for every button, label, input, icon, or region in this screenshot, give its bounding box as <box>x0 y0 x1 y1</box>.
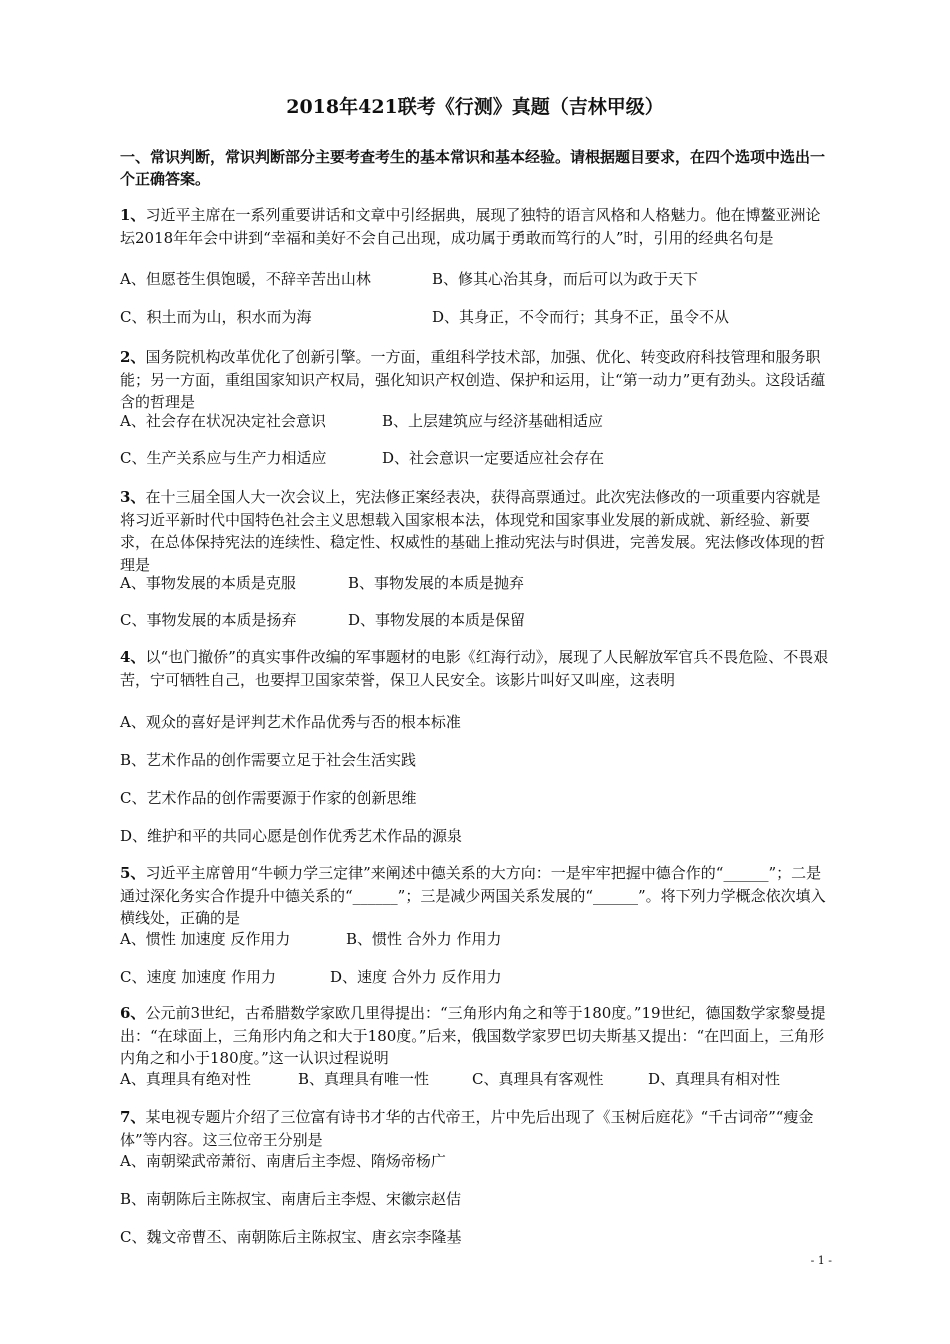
question-text: 习近平主席曾用“牛顿力学三定律”来阐述中德关系的大方向：一是牢牢把握中德合作的“______”；二是通过深化务实合作提升中德关系的“______”；三是减少两国关系发展的“______”。将下列力学概念依次填入横线处，正确的是 <box>120 864 826 927</box>
option-b[interactable]: B、艺术作品的创作需要立足于社会生活实践 <box>120 751 417 769</box>
question-text: 某电视专题片介绍了三位富有诗书才华的古代帝王，片中先后出现了《玉树后庭花》“千古词帝”“瘦金体”等内容。这三位帝王分别是 <box>120 1108 814 1149</box>
option-b[interactable]: B、真理具有唯一性 <box>298 1070 430 1088</box>
question-number: 1、 <box>120 206 146 224</box>
page-number: - 1 - <box>810 1254 832 1267</box>
option-a[interactable]: A、观众的喜好是评判艺术作品优秀与否的根本标准 <box>120 713 461 731</box>
question-stem <box>120 204 835 249</box>
option-b[interactable]: B、惯性 合外力 作用力 <box>346 930 502 948</box>
option-a[interactable]: A、社会存在状况决定社会意识 <box>120 412 326 430</box>
option-d[interactable]: D、真理具有相对性 <box>648 1070 781 1088</box>
question-2 <box>120 346 835 414</box>
option-c[interactable]: C、事物发展的本质是扬弃 <box>120 611 297 629</box>
question-number: 5、 <box>120 864 146 882</box>
option-a[interactable]: A、事物发展的本质是克服 <box>120 574 296 592</box>
question-stem <box>120 346 835 414</box>
option-c[interactable]: C、魏文帝曹丕、南朝陈后主陈叔宝、唐玄宗李隆基 <box>120 1228 462 1246</box>
option-a[interactable]: A、惯性 加速度 反作用力 <box>120 930 291 948</box>
question-text: 习近平主席在一系列重要讲话和文章中引经据典，展现了独特的语言风格和人格魅力。他在博鳌亚洲论坛2018年年会中讲到“幸福和美好不会自己出现，成功属于勇敢而笃行的人”时，引用的经典名句是 <box>120 206 821 247</box>
question-5 <box>120 862 835 930</box>
section-heading: 一、常识判断，常识判断部分主要考查考生的基本常识和基本经验。请根据题目要求，在四个选项中选出一个正确答案。 <box>120 148 826 188</box>
question-number: 3、 <box>120 488 146 506</box>
option-d[interactable]: D、维护和平的共同心愿是创作优秀艺术作品的源泉 <box>120 827 463 845</box>
page-title: 2018年421联考《行测》真题（吉林甲级） <box>286 96 664 118</box>
option-c[interactable]: C、积土而为山，积水而为海 <box>120 308 312 326</box>
question-stem <box>120 1002 835 1070</box>
question-number: 2、 <box>120 348 146 366</box>
option-a[interactable]: A、但愿苍生俱饱暖，不辞辛苦出山林 <box>120 270 371 288</box>
option-b[interactable]: B、事物发展的本质是抛弃 <box>348 574 525 592</box>
option-a[interactable]: A、南朝梁武帝萧衍、南唐后主李煜、隋炀帝杨广 <box>120 1152 446 1170</box>
question-stem <box>120 486 835 576</box>
option-a[interactable]: A、真理具有绝对性 <box>120 1070 251 1088</box>
question-text: 国务院机构改革优化了创新引擎。一方面，重组科学技术部，加强、优化、转变政府科技管理和服务职能；另一方面，重组国家知识产权局，强化知识产权创造、保护和运用，让“第一动力”更有劲头。这段话蕴含的哲理是 <box>120 348 826 411</box>
question-4 <box>120 646 835 691</box>
option-c[interactable]: C、速度 加速度 作用力 <box>120 968 277 986</box>
question-stem <box>120 862 835 930</box>
option-b[interactable]: B、南朝陈后主陈叔宝、南唐后主李煜、宋徽宗赵佶 <box>120 1190 462 1208</box>
question-text: 公元前3世纪，古希腊数学家欧几里得提出：“三角形内角之和等于180度。”19世纪，德国数学家黎曼提出：“在球面上，三角形内角之和大于180度。”后来，俄国数学家罗巴切夫斯基又提出：“在凹面上，三角形内角之和小于180度。”这一认识过程说明 <box>120 1004 826 1067</box>
option-d[interactable]: D、社会意识一定要适应社会存在 <box>382 449 605 467</box>
option-b[interactable]: B、修其心治其身，而后可以为政于天下 <box>432 270 699 288</box>
question-7 <box>120 1106 835 1151</box>
question-number: 6、 <box>120 1004 146 1022</box>
option-b[interactable]: B、上层建筑应与经济基础相适应 <box>382 412 604 430</box>
question-6 <box>120 1002 835 1070</box>
question-number: 4、 <box>120 648 146 666</box>
option-c[interactable]: C、真理具有客观性 <box>472 1070 604 1088</box>
question-number: 7、 <box>120 1108 146 1126</box>
question-text: 在十三届全国人大一次会议上，宪法修正案经表决，获得高票通过。此次宪法修改的一项重要内容就是将习近平新时代中国特色社会主义思想载入国家根本法，体现党和国家事业发展的新成就、新经验、新要求，在总体保持宪法的连续性、稳定性、权威性的基础上推动宪法与时俱进，完善发展。宪法修改体现的哲理是 <box>120 488 826 574</box>
option-c[interactable]: C、艺术作品的创作需要源于作家的创新思维 <box>120 789 417 807</box>
option-c[interactable]: C、生产关系应与生产力相适应 <box>120 449 327 467</box>
question-3 <box>120 486 835 576</box>
option-d[interactable]: D、其身正，不令而行；其身不正，虽令不从 <box>432 308 730 326</box>
question-1 <box>120 204 835 249</box>
question-stem <box>120 1106 835 1151</box>
question-text: 以“也门撤侨”的真实事件改编的军事题材的电影《红海行动》，展现了人民解放军官兵不畏危险、不畏艰苦，宁可牺牲自己，也要捍卫国家荣誉，保卫人民安全。该影片叫好又叫座，这表明 <box>120 648 829 689</box>
option-d[interactable]: D、速度 合外力 反作用力 <box>330 968 502 986</box>
option-d[interactable]: D、事物发展的本质是保留 <box>348 611 526 629</box>
question-stem <box>120 646 835 691</box>
